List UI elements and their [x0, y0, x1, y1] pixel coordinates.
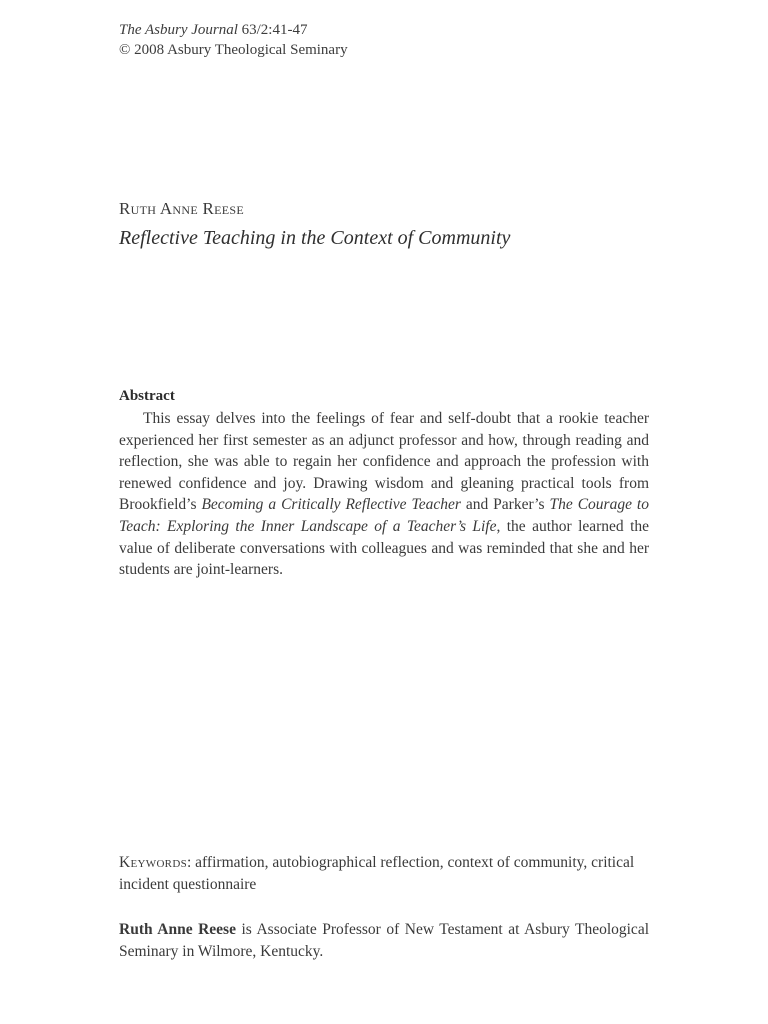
keywords-separator: :	[186, 854, 196, 871]
journal-citation	[119, 20, 348, 40]
keywords-section	[119, 852, 649, 896]
abstract-body	[119, 408, 649, 581]
abstract-text-3: , the author learned the value of deliberate conversations with colleagues and was reminded that she and her students are joint-learners.	[119, 517, 650, 579]
abstract-book-title-2: The Courage to Teach: Exploring the Inner Landscape of a Teacher’s Life	[119, 496, 649, 535]
abstract-text-1: This essay delves into the feelings of fear and self-doubt that a rookie teacher experienced her first semester as an adjunct professor and how, through reading and reflection, she was able to regain her confidence and approach the profession with renewed confidence and joy. Drawing wisdom and gleaning practical tools from Brookfield’s	[119, 410, 649, 514]
article-title: Reflective Teaching in the Context of Community	[119, 227, 511, 249]
journal-name: The Asbury Journal	[119, 22, 238, 38]
keywords-label: Keywords	[119, 854, 187, 871]
journal-issue: 63/2:41-47	[241, 22, 308, 38]
author-name: Ruth Anne Reese	[119, 199, 245, 218]
journal-header	[119, 20, 348, 60]
abstract-book-title-1: Becoming a Critically Reflective Teacher	[201, 496, 461, 514]
abstract-section	[119, 386, 649, 581]
copyright-notice: © 2008 Asbury Theological Seminary	[119, 42, 348, 58]
bio-author-name: Ruth Anne Reese	[119, 921, 236, 938]
abstract-text-2: and Parker’s	[460, 496, 550, 514]
article-heading	[119, 198, 510, 252]
abstract-heading: Abstract	[119, 388, 175, 404]
author-bio	[119, 919, 649, 963]
bio-text: is Associate Professor of New Testament at Asbury Theological Seminary in Wilmore, Kentucky.	[119, 921, 650, 960]
keywords-list: affirmation, autobiographical reflection, context of community, critical incident questionnaire	[119, 854, 635, 893]
